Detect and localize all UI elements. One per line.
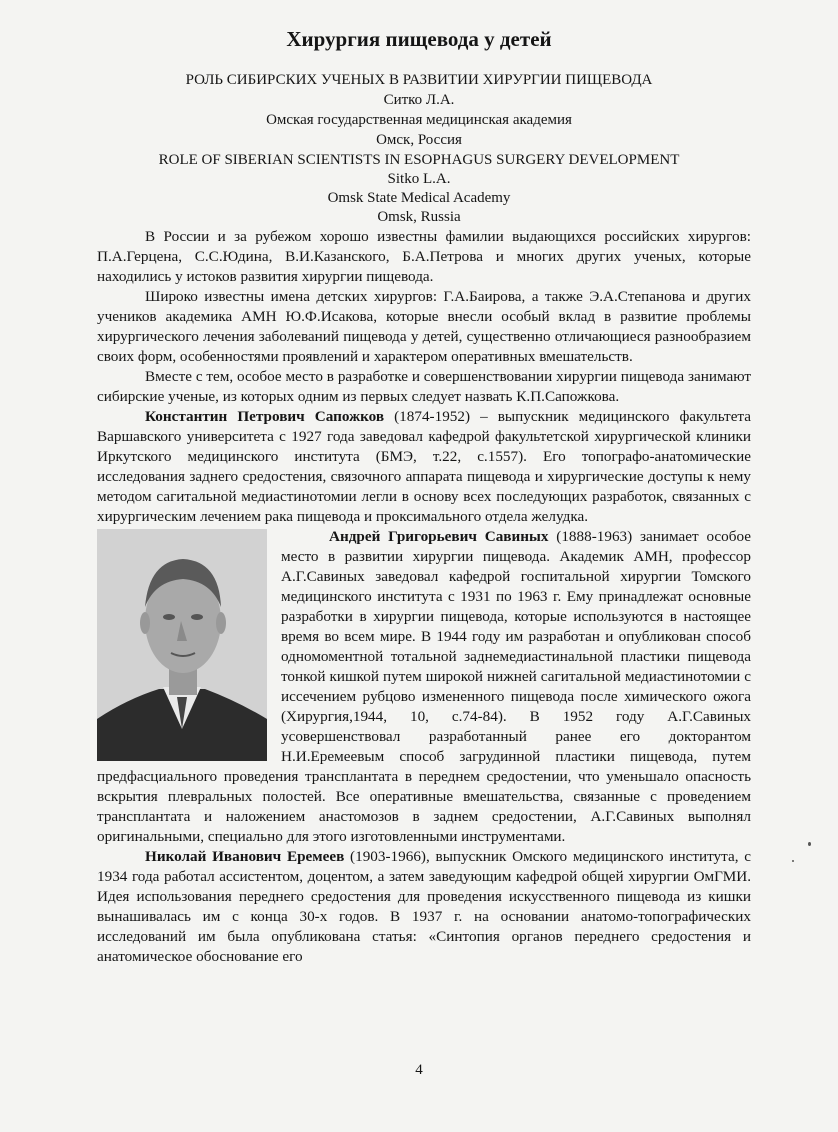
author-ru: Ситко Л.А. [383, 92, 455, 108]
paragraph-6 [97, 847, 751, 967]
person-name-eremeev: Николай Иванович Еремеев [145, 848, 345, 865]
portrait-illustration [97, 529, 267, 761]
author-en: Sitko L.A. [387, 171, 451, 187]
person-name-savinykh: Андрей Григорьевич Савиных [329, 528, 549, 545]
scan-speck [792, 860, 794, 862]
city-ru: Омск, Россия [376, 132, 462, 148]
person-name-sapozhkov: Константин Петрович Сапожков [145, 408, 385, 425]
paragraph-5-text: (1888-1963) занимает особое место в развитии хирургии пищевода. Академик АМН, профессор А.Г.Савиных заведовал кафедрой госпитальной хирургии Томского медицинского института с 1931 по 1963 г. Ему принадлежат основные разработки в хирургии пищевода, которые используются в настоящее время во всем мире. В 1944 году им разработан и опубликован способ одномоментной тотальной заднемедиастинальной пластики пищевода тонкой кишкой путем широкой нижней сагитальной медиастинотомии с иссечением рубцово измененного пищевода после химического ожога (Хирургия,1944, 10, с.74-84). В 1952 году А.Г.Савиных усовершенствовал разработанный ранее его докторантом Н.И.Еремеевым способ загрудинной пластики пищевода, путем предфасциального проведения трансплантата в переднем средостении, что уменьшало опасность вскрытия плевральных полостей. Все оперативные вмешательства, связанные с проведением трансплантата и наложением анастомозов в заднем средостении, А.Г.Савиных выполнял оригинальными, специально для этого изготовленными инструментами. [97, 528, 751, 845]
paragraph-1: В России и за рубежом хорошо известны фамилии выдающихся российских хирургов: П.А.Герцена, С.С.Юдина, В.И.Казанского, Б.А.Петрова и многих других ученых, которые находились у истоков развития хирургии пищевода. [97, 228, 751, 285]
paragraph-4 [97, 407, 751, 527]
paragraph-2: Широко известны имена детских хирургов: Г.А.Баирова, а также Э.А.Степанова и других учеников академика АМН Ю.Ф.Исакова, которые внесли особый вклад в развитие проблемы хирургического лечения заболеваний пищевода у детей, существенно отличающиеся разнообразием своих форм, особенностями проявлений и характером оперативных вмешательств. [97, 288, 751, 365]
scan-speck [808, 842, 811, 846]
portrait-photo [97, 529, 267, 761]
article-body [97, 227, 751, 967]
page-title: Хирургия пищевода у детей [286, 27, 552, 51]
institution-en: Omsk State Medical Academy [327, 190, 511, 206]
paragraph-6-text: (1903-1966), выпускник Омского медицинского института, с 1934 года работал ассистентом, доцентом, а затем заведующим кафедрой общей хирургии ОмГМИ. Идея использования переднего средостения для проведения искусственного пищевода из кишки вынашивалась им с конца 30-х годов. В 1937 г. на основании анатомо-топографических исследований им была опубликована статья: «Синтопия органов переднего средостения и анатомическое обоснование его [97, 848, 752, 965]
city-en: Omsk, Russia [377, 209, 461, 225]
paragraph-4-text: (1874-1952) – выпускник медицинского факультета Варшавского университета с 1927 года заведовал кафедрой факультетской хирургической клиники Иркутского медицинского института (БМЭ, т.22, с.1557). Его топографо-анатомические исследования заднего средостения, связочного аппарата пищевода и хирургические доступы к нему методом сагитальной медиастинотомии легли в основу всех последующих разработок, связанных с хирургическим лечением рака пищевода и проксимального отдела желудка. [97, 408, 751, 525]
page-number: 4 [415, 1062, 423, 1078]
paragraph-5 [97, 527, 751, 847]
article-title-en: ROLE OF SIBERIAN SCIENTISTS IN ESOPHAGUS SURGERY DEVELOPMENT [158, 152, 680, 168]
article-title-ru: РОЛЬ СИБИРСКИХ УЧЕНЫХ В РАЗВИТИИ ХИРУРГИИ ПИЩЕВОДА [185, 72, 653, 88]
paragraph-3: Вместе с тем, особое место в разработке и совершенствовании хирургии пищевода занимают сибирские ученые, из которых одним из первых следует назвать К.П.Сапожкова. [97, 368, 751, 405]
institution-ru: Омская государственная медицинская академия [266, 112, 572, 128]
